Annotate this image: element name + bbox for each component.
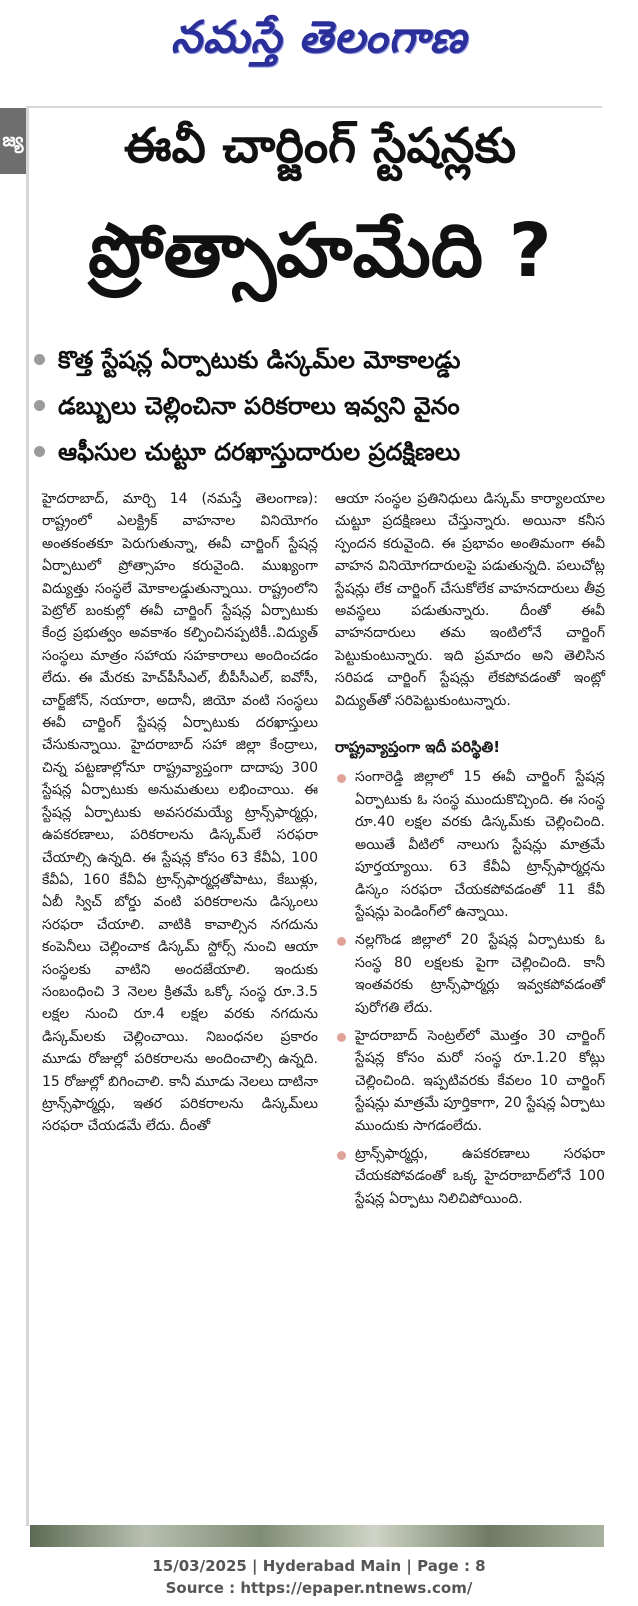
bullet-dot-icon [34,354,45,365]
article-body-text: హైదరాబాద్, మార్చి 14 (నమస్తే తెలంగాణ): రాష్ట్రంలో ఎలక్ట్రిక్ వాహనాల వినియోగం అంతకంతకూ పెరుగుతున్నా, ఈవీ చార్జింగ్ స్టేషన్ల ఏర్పాటులో ప్రోత్సాహం కరువైంది. ముఖ్యంగా విద్యుత్తు సంస్థలే మోకాలడ్డుతున్నాయి. రాష్ట్రంలోని పెట్రోల్ బంకుల్లో ఈవీ చార్జింగ్ స్టేషన్ల ఏర్పాటుకు కేంద్ర ప్రభుత్వం అవకాశం కల్పించినప్పటికీ..విద్యుత్ సంస్థలు మాత్రం సహాయ సహకారాలు అందించడం లేదు. ఈ మేరకు హెచ్‌పీసీఎల్, బీపీసీఎల్, ఐవోసీ, చార్జ్‌జోన్, నయారా, అదానీ, జియో వంటి సంస్థలు ఈవీ చార్జింగ్ స్టేషన్ల ఏర్పాటుకు దరఖాస్తులు చేసుకున్నాయి. హైదరాబాద్ సహా జిల్లా కేంద్రాలు, చిన్న పట్టణాల్లోనూ రాష్ట్రవ్యాప్తంగా దాదాపు 300 స్టేషన్ల ఏర్పాటుకు అనుమతులు లభించాయి. ఈ స్టేషన్ల ఏర్పాటుకు అవసరమయ్యే ట్రాన్స్‌ఫార్మర్లు, ఉపకరణాలు, పరికరాలను డిస్కమ్‌లే సరఫరా చేయాల్సి ఉన్నది. ఈ స్టేషన్ల కోసం 63 కేవీఏ, 100 కేవీఏ, 160 కేవీఏ ట్రాన్స్‌ఫార్మర్లతోపాటు, కేబుళ్లు, ఏబీ స్విచ్ బోర్డు వంటి పరికరాలను డిస్కంలు సరఫరా చేయాలి. వాటికి కావాల్సిన నగదును కంపెనీలు చెల్లించాక డిస్కమ్ స్టోర్స్ నుంచి ఆయా సంస్థలకు వాటిని అందజేయాలి. ఇందుకు సంబంధించి 3 నెలల క్రితమే ఒక్కో సంస్థ రూ.3.5 లక్షల నుంచి రూ.4 లక్షల వరకు నగదును డిస్కమ్‌లకు చెల్లించాయి. నిబంధనల ప్రకారం మూడు రోజుల్లో పరికరాలను అందించాల్సి ఉన్నది. 15 రోజుల్లో బిగించాలి. కానీ మూడు నెలలు దాటినా ట్రాన్స్‌ఫార్మర్లు, ఇతర పరికరాలను డిస్కమ్‌లు సరఫరా చేయడమే లేదు. దీంతో [42,491,318,1135]
bullet-dot-icon [337,774,346,783]
edition-info: 15/03/2025 | Hyderabad Main | Page : 8 [152,1557,486,1575]
article-photo-strip [30,1525,604,1547]
bullet-dot-icon [337,1151,346,1160]
status-list-item [335,1143,605,1210]
summary-bullet [30,386,600,432]
headline-line-1: ఈవీ చార్జింగ్ స్టేషన్లకు [123,118,517,174]
summary-bullet-text: కొత్త స్టేషన్ల ఏర్పాటుకు డిస్కమ్‌ల మోకాలడ్డు [58,346,461,374]
status-list-item-text: నల్లగొండ జిల్లాలో 20 స్టేషన్ల ఏర్పాటుకు ఓ సంస్థ 80 లక్షలకు పైగా చెల్లించింది. కానీ ఇంతవరకు ట్రాన్స్‌ఫార్మర్లు ఇవ్వకపోవడంతో పురోగతి లేదు. [355,932,605,1016]
bullet-dot-icon [34,400,45,411]
status-list-item-text: ట్రాన్స్‌ఫార్మర్లు, ఉపకరణాలు సరఫరా చేయకపోవడంతో ఒక్క హైదరాబాద్‌లోనే 100 స్టేషన్ల ఏర్పాటు నిలిచిపోయింది. [355,1145,605,1207]
masthead [0,0,638,86]
newspaper-logo: నమస్తే తెలంగాణ [170,12,468,63]
bullet-dot-icon [34,446,45,457]
bullet-dot-icon [337,1033,346,1042]
status-list-item [335,766,605,923]
sidebar-subheading: రాష్ట్రవ్యాప్తంగా ఇదీ పరిస్థితి! [335,738,501,757]
status-list-item [335,929,605,1019]
summary-bullet-text: డబ్బులు చెల్లించినా పరికరాలు ఇవ్వని వైనం [58,392,460,420]
status-list-item [335,1025,605,1137]
article-left-column [42,488,318,1138]
summary-bullet-text: ఆఫీసుల చుట్టూ దరఖాస్తుదారుల ప్రదక్షిణలు [58,438,461,466]
headline-line-2: ప్రోత్సాహమేది ? [88,208,552,294]
summary-bullets [30,340,600,478]
status-list-item-text: సంగారెడ్డి జిల్లాలో 15 ఈవీ చార్జింగ్ స్టేషన్ల ఏర్పాటుకు ఓ సంస్థ ముందుకొచ్చింది. ఈ సంస్థ రూ.40 లక్షల వరకు డిస్కమ్‌కు చెల్లించింది. అయితే వీటిలో నాలుగు స్టేషన్లు మాత్రమే పూర్తయ్యాయి. 63 కేవీఏ ట్రాన్స్‌ఫార్మర్లను డిస్కం సరఫరా చేయకపోవడంతో 11 కేవీ స్టేషన్లు పెండింగ్‌లో ఉన్నాయి. [355,769,605,920]
summary-bullet [30,432,600,478]
article-border-left [26,106,29,1526]
source-link[interactable]: Source : https://epaper.ntnews.com/ [165,1579,473,1597]
section-tab: జ్య [0,108,26,174]
status-list-item-text: హైదరాబాద్ సెంట్రల్‌లో మొత్తం 30 చార్జింగ్ స్టేషన్ల కోసం మరో సంస్థ రూ.1.20 కోట్లు చెల్లించింది. ఇప్పటివరకు కేవలం 10 చార్జింగ్ స్టేషన్లు మాత్రమే పూర్తికాగా, 20 స్టేషన్ల ఏర్పాటు ముందుకు సాగడంలేదు. [355,1027,605,1134]
bullet-dot-icon [337,937,346,946]
page-footer [0,1555,638,1599]
summary-bullet [30,340,600,386]
article-right-column [335,488,605,1216]
article-border-top [26,106,602,108]
article-body-text-continued: ఆయా సంస్థల ప్రతినిధులు డిస్కమ్ కార్యాలయాల చుట్టూ ప్రదక్షిణలు చేస్తున్నారు. అయినా కనీస స్పందన కరువైంది. ఈ ప్రభావం అంతిమంగా ఈవీ వాహన వినియోగదారులపై పడుతున్నది. పలుచోట్ల స్టేషన్లు లేక చార్జింగ్ చేసుకోలేక వాహనదారులు తీవ్ర అవస్థలు పడుతున్నారు. దీంతో ఈవీ వాహనదారులు తమ ఇంటిలోనే చార్జింగ్ పెట్టుకుంటున్నారు. ఇది ప్రమాదం అని తెలిసిన సరిపడ చార్జింగ్ స్టేషన్లు లేకపోవడంతో ఇంట్లో విద్యుత్‌తో సరిపెట్టుకుంటున్నారు. [335,491,605,709]
